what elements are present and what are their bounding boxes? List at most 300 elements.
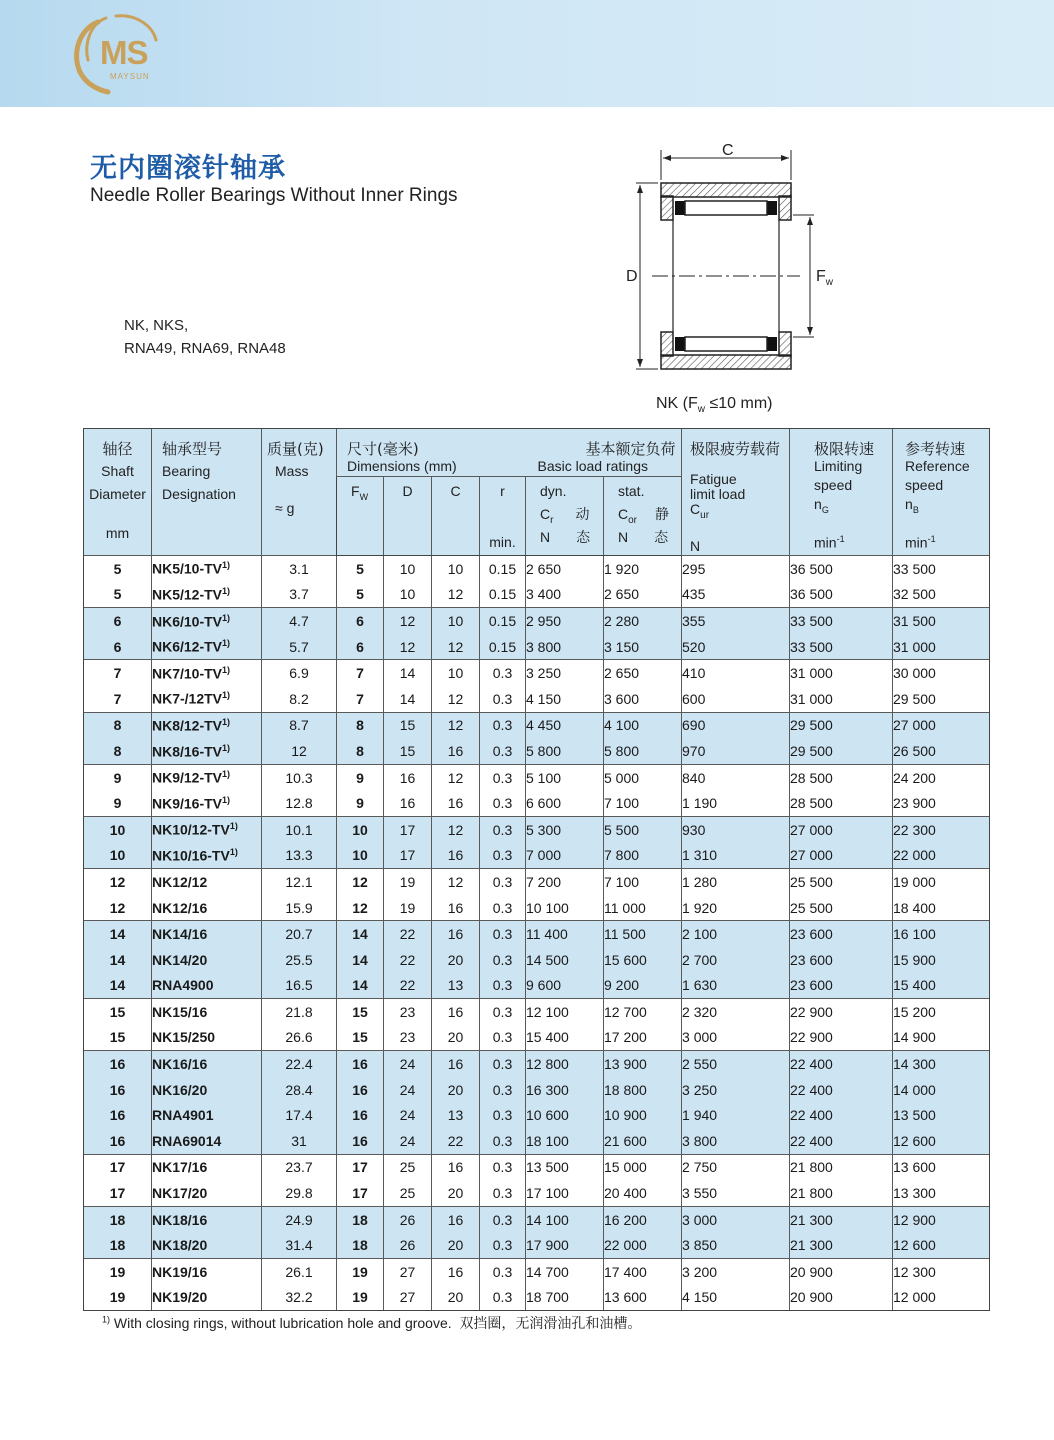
cell-dyn: 14 700 <box>526 1259 604 1285</box>
cell-reference-speed: 12 600 <box>893 1232 990 1258</box>
cell-fw: 16 <box>337 1102 384 1128</box>
header-mass: 质量(克) Mass ≈ g <box>262 429 337 556</box>
cell-mass: 6.9 <box>262 660 337 686</box>
cell-reference-speed: 22 300 <box>893 816 990 842</box>
cell-d: 10 <box>384 556 432 582</box>
cell-d: 14 <box>384 660 432 686</box>
footnote: $^{1)}$ With closing rings, without lubrication hole and groove. 双挡圈，无润滑油孔和油槽。 <box>102 1314 642 1332</box>
bearing-spec-table <box>83 428 990 1311</box>
table-row <box>84 790 990 816</box>
cell-d: 15 <box>384 738 432 764</box>
cell-c: 20 <box>432 1232 480 1258</box>
table-row <box>84 634 990 660</box>
cell-fatigue: 1 920 <box>682 895 790 921</box>
cell-reference-speed: 13 600 <box>893 1154 990 1180</box>
cell-reference-speed: 30 000 <box>893 660 990 686</box>
cell-d: 12 <box>384 634 432 660</box>
table-row <box>84 582 990 608</box>
cell-c: 12 <box>432 869 480 895</box>
cell-fw: 19 <box>337 1259 384 1285</box>
cell-r: 0.15 <box>480 556 526 582</box>
cell-fatigue: 2 750 <box>682 1154 790 1180</box>
cell-r: 0.3 <box>480 712 526 738</box>
cell-stat: 22 000 <box>604 1232 682 1258</box>
cell-c: 12 <box>432 712 480 738</box>
cell-fw: 9 <box>337 764 384 790</box>
cell-dyn: 15 400 <box>526 1025 604 1051</box>
cell-d: 24 <box>384 1051 432 1077</box>
cell-dyn: 2 950 <box>526 608 604 634</box>
diagram-caption: NK ($F_w \le 10$ mm) <box>656 395 773 416</box>
cell-mass: 12 <box>262 738 337 764</box>
cell-fw: 8 <box>337 712 384 738</box>
cell-r: 0.3 <box>480 947 526 973</box>
cell-fw: 10 <box>337 843 384 869</box>
cell-limiting-speed: 33 500 <box>790 634 893 660</box>
cell-stat: 7 100 <box>604 869 682 895</box>
cell-shaft: 10 <box>84 843 152 869</box>
cell-fatigue: 3 000 <box>682 1206 790 1232</box>
cell-c: 12 <box>432 686 480 712</box>
cell-designation: NK12/12 <box>152 869 262 895</box>
cell-dyn: 14 100 <box>526 1206 604 1232</box>
cell-shaft: 14 <box>84 947 152 973</box>
cell-stat: 7 100 <box>604 790 682 816</box>
cell-mass: 12.1 <box>262 869 337 895</box>
cell-shaft: 14 <box>84 973 152 999</box>
cell-reference-speed: 31 500 <box>893 608 990 634</box>
cell-fw: 17 <box>337 1154 384 1180</box>
cell-fw: 16 <box>337 1077 384 1103</box>
cell-designation: RNA69014 <box>152 1128 262 1154</box>
cell-r: 0.3 <box>480 660 526 686</box>
cell-mass: 20.7 <box>262 921 337 947</box>
cell-reference-speed: 16 100 <box>893 921 990 947</box>
cell-d: 19 <box>384 869 432 895</box>
cell-dyn: 4 450 <box>526 712 604 738</box>
cell-stat: 3 600 <box>604 686 682 712</box>
cell-reference-speed: 14 300 <box>893 1051 990 1077</box>
table-row <box>84 764 990 790</box>
cell-mass: 29.8 <box>262 1180 337 1206</box>
table-row <box>84 686 990 712</box>
table-row <box>84 921 990 947</box>
cell-limiting-speed: 21 800 <box>790 1154 893 1180</box>
header-fatigue: 极限疲劳载荷 Fatigue limit load $C_{ur}$ N <box>682 429 790 556</box>
cell-stat: 15 000 <box>604 1154 682 1180</box>
cell-dyn: 13 500 <box>526 1154 604 1180</box>
cell-reference-speed: 26 500 <box>893 738 990 764</box>
cell-limiting-speed: 27 000 <box>790 816 893 842</box>
cell-d: 22 <box>384 921 432 947</box>
cell-fw: 5 <box>337 582 384 608</box>
cell-r: 0.3 <box>480 738 526 764</box>
cell-designation: NK14/16 <box>152 921 262 947</box>
cell-d: 27 <box>384 1259 432 1285</box>
cell-fw: 14 <box>337 973 384 999</box>
cell-d: 16 <box>384 790 432 816</box>
cell-mass: 10.3 <box>262 764 337 790</box>
cell-limiting-speed: 27 000 <box>790 843 893 869</box>
cell-limiting-speed: 22 900 <box>790 1025 893 1051</box>
cell-d: 22 <box>384 947 432 973</box>
cell-stat: 3 150 <box>604 634 682 660</box>
series-line-2: RNA49, RNA69, RNA48 <box>124 340 286 357</box>
cell-dyn: 12 800 <box>526 1051 604 1077</box>
cell-limiting-speed: 23 600 <box>790 947 893 973</box>
cell-stat: 13 600 <box>604 1285 682 1311</box>
cell-c: 12 <box>432 764 480 790</box>
table-row <box>84 1154 990 1180</box>
cell-fw: 14 <box>337 947 384 973</box>
cell-designation: RNA4900 <box>152 973 262 999</box>
cell-designation: NK15/16 <box>152 999 262 1025</box>
cell-r: 0.3 <box>480 1025 526 1051</box>
cell-r: 0.3 <box>480 1259 526 1285</box>
cell-limiting-speed: 25 500 <box>790 895 893 921</box>
cell-mass: 16.5 <box>262 973 337 999</box>
cell-designation: NK17/16 <box>152 1154 262 1180</box>
cell-d: 24 <box>384 1128 432 1154</box>
table-row <box>84 973 990 999</box>
cell-fw: 10 <box>337 816 384 842</box>
cell-fatigue: 3 800 <box>682 1128 790 1154</box>
cell-stat: 18 800 <box>604 1077 682 1103</box>
cell-designation: NK9/16-TV$^{1)}$ <box>152 790 262 816</box>
cell-fatigue: 3 000 <box>682 1025 790 1051</box>
cell-limiting-speed: 28 500 <box>790 790 893 816</box>
cell-stat: 7 800 <box>604 843 682 869</box>
cell-reference-speed: 15 200 <box>893 999 990 1025</box>
cell-limiting-speed: 29 500 <box>790 712 893 738</box>
cell-dyn: 4 150 <box>526 686 604 712</box>
header-c: C <box>432 477 480 556</box>
cell-limiting-speed: 20 900 <box>790 1259 893 1285</box>
cell-c: 16 <box>432 1259 480 1285</box>
cell-designation: NK8/12-TV$^{1)}$ <box>152 712 262 738</box>
cell-designation: NK8/16-TV$^{1)}$ <box>152 738 262 764</box>
cell-d: 17 <box>384 843 432 869</box>
cell-mass: 15.9 <box>262 895 337 921</box>
cell-stat: 11 000 <box>604 895 682 921</box>
cell-reference-speed: 13 300 <box>893 1180 990 1206</box>
cell-fatigue: 410 <box>682 660 790 686</box>
cell-designation: NK6/12-TV$^{1)}$ <box>152 634 262 660</box>
cell-fw: 12 <box>337 895 384 921</box>
cell-reference-speed: 31 000 <box>893 634 990 660</box>
cell-fatigue: 435 <box>682 582 790 608</box>
cell-d: 10 <box>384 582 432 608</box>
cell-limiting-speed: 22 400 <box>790 1102 893 1128</box>
table-row <box>84 1051 990 1077</box>
cell-c: 10 <box>432 660 480 686</box>
cell-limiting-speed: 22 400 <box>790 1051 893 1077</box>
cell-shaft: 9 <box>84 764 152 790</box>
cell-reference-speed: 18 400 <box>893 895 990 921</box>
cell-c: 12 <box>432 634 480 660</box>
cell-limiting-speed: 33 500 <box>790 608 893 634</box>
cell-designation: NK10/12-TV$^{1)}$ <box>152 816 262 842</box>
logo-text: MS <box>100 34 148 71</box>
cell-d: 26 <box>384 1206 432 1232</box>
cell-shaft: 7 <box>84 660 152 686</box>
cell-mass: 5.7 <box>262 634 337 660</box>
cell-r: 0.3 <box>480 1051 526 1077</box>
cell-shaft: 9 <box>84 790 152 816</box>
cell-dyn: 7 000 <box>526 843 604 869</box>
cell-stat: 9 200 <box>604 973 682 999</box>
cell-r: 0.15 <box>480 582 526 608</box>
cell-reference-speed: 19 000 <box>893 869 990 895</box>
cell-c: 16 <box>432 1051 480 1077</box>
cell-r: 0.3 <box>480 1180 526 1206</box>
cell-dyn: 3 400 <box>526 582 604 608</box>
cell-designation: NK16/20 <box>152 1077 262 1103</box>
cell-limiting-speed: 28 500 <box>790 764 893 790</box>
cell-shaft: 16 <box>84 1077 152 1103</box>
cell-dyn: 3 800 <box>526 634 604 660</box>
cell-mass: 3.1 <box>262 556 337 582</box>
cell-shaft: 19 <box>84 1285 152 1311</box>
cell-fw: 12 <box>337 869 384 895</box>
table-row <box>84 1128 990 1154</box>
cell-r: 0.3 <box>480 895 526 921</box>
cell-r: 0.15 <box>480 634 526 660</box>
cell-fw: 7 <box>337 686 384 712</box>
cell-c: 20 <box>432 1285 480 1311</box>
table-row <box>84 1102 990 1128</box>
cell-d: 23 <box>384 1025 432 1051</box>
table-row <box>84 895 990 921</box>
cell-designation: NK10/16-TV$^{1)}$ <box>152 843 262 869</box>
cell-r: 0.3 <box>480 1232 526 1258</box>
cell-limiting-speed: 22 400 <box>790 1077 893 1103</box>
cell-c: 10 <box>432 608 480 634</box>
cell-c: 12 <box>432 816 480 842</box>
cell-mass: 3.7 <box>262 582 337 608</box>
cell-stat: 17 200 <box>604 1025 682 1051</box>
cell-mass: 4.7 <box>262 608 337 634</box>
cell-r: 0.3 <box>480 1077 526 1103</box>
cell-d: 16 <box>384 764 432 790</box>
table-row <box>84 999 990 1025</box>
cell-d: 26 <box>384 1232 432 1258</box>
cell-shaft: 6 <box>84 608 152 634</box>
cell-limiting-speed: 31 000 <box>790 686 893 712</box>
cell-fw: 18 <box>337 1206 384 1232</box>
cell-shaft: 16 <box>84 1102 152 1128</box>
cell-reference-speed: 12 300 <box>893 1259 990 1285</box>
dim-label-c: C <box>722 142 734 159</box>
table-row <box>84 738 990 764</box>
cell-dyn: 12 100 <box>526 999 604 1025</box>
cell-reference-speed: 27 000 <box>893 712 990 738</box>
cell-designation: NK18/20 <box>152 1232 262 1258</box>
cell-limiting-speed: 29 500 <box>790 738 893 764</box>
cell-stat: 1 920 <box>604 556 682 582</box>
cell-shaft: 12 <box>84 895 152 921</box>
cell-c: 12 <box>432 582 480 608</box>
cell-fw: 16 <box>337 1128 384 1154</box>
cell-fatigue: 2 700 <box>682 947 790 973</box>
cell-dyn: 18 100 <box>526 1128 604 1154</box>
cell-limiting-speed: 36 500 <box>790 582 893 608</box>
cell-dyn: 5 300 <box>526 816 604 842</box>
cell-c: 20 <box>432 947 480 973</box>
cell-dyn: 11 400 <box>526 921 604 947</box>
cell-mass: 21.8 <box>262 999 337 1025</box>
cell-d: 25 <box>384 1180 432 1206</box>
cell-stat: 4 100 <box>604 712 682 738</box>
cell-c: 13 <box>432 973 480 999</box>
cell-designation: NK18/16 <box>152 1206 262 1232</box>
header-limiting-speed: 极限转速 Limiting speed $n_G$ $\min^{-1}$ <box>790 429 893 556</box>
cell-shaft: 5 <box>84 556 152 582</box>
cell-dyn: 10 600 <box>526 1102 604 1128</box>
cell-c: 16 <box>432 999 480 1025</box>
cell-reference-speed: 14 900 <box>893 1025 990 1051</box>
cell-dyn: 18 700 <box>526 1285 604 1311</box>
cell-fatigue: 2 550 <box>682 1051 790 1077</box>
cell-d: 15 <box>384 712 432 738</box>
maysun-logo <box>68 10 168 100</box>
cell-designation: NK5/10-TV$^{1)}$ <box>152 556 262 582</box>
cell-fw: 6 <box>337 634 384 660</box>
table-row <box>84 1180 990 1206</box>
header-stat: stat. $C_{or}$ 静 N 态 <box>604 477 682 556</box>
cell-limiting-speed: 20 900 <box>790 1285 893 1311</box>
cell-fw: 14 <box>337 921 384 947</box>
cell-fw: 19 <box>337 1285 384 1311</box>
table-row <box>84 816 990 842</box>
cell-designation: NK9/12-TV$^{1)}$ <box>152 764 262 790</box>
cell-fatigue: 2 100 <box>682 921 790 947</box>
cell-mass: 23.7 <box>262 1154 337 1180</box>
spec-table-body <box>84 556 990 1311</box>
cell-r: 0.3 <box>480 921 526 947</box>
table-row <box>84 1259 990 1285</box>
cell-designation: NK19/16 <box>152 1259 262 1285</box>
cell-designation: RNA4901 <box>152 1102 262 1128</box>
cell-reference-speed: 32 500 <box>893 582 990 608</box>
cell-fatigue: 3 200 <box>682 1259 790 1285</box>
cell-fatigue: 2 320 <box>682 999 790 1025</box>
cell-c: 20 <box>432 1025 480 1051</box>
cell-reference-speed: 23 900 <box>893 790 990 816</box>
cell-dyn: 5 800 <box>526 738 604 764</box>
cell-mass: 26.6 <box>262 1025 337 1051</box>
cell-c: 16 <box>432 1154 480 1180</box>
table-row <box>84 556 990 582</box>
cell-fw: 17 <box>337 1180 384 1206</box>
cell-r: 0.3 <box>480 843 526 869</box>
cell-stat: 10 900 <box>604 1102 682 1128</box>
cell-c: 16 <box>432 1206 480 1232</box>
cell-r: 0.3 <box>480 973 526 999</box>
cell-c: 16 <box>432 921 480 947</box>
cell-c: 16 <box>432 738 480 764</box>
cell-designation: NK19/20 <box>152 1285 262 1311</box>
cell-stat: 2 280 <box>604 608 682 634</box>
cell-fatigue: 3 850 <box>682 1232 790 1258</box>
cell-stat: 20 400 <box>604 1180 682 1206</box>
page-title-cn: 无内圈滚针轴承 <box>90 153 286 184</box>
cell-d: 24 <box>384 1077 432 1103</box>
table-row <box>84 1206 990 1232</box>
cell-mass: 22.4 <box>262 1051 337 1077</box>
cell-fw: 6 <box>337 608 384 634</box>
cell-fatigue: 520 <box>682 634 790 660</box>
cell-r: 0.3 <box>480 1128 526 1154</box>
cell-mass: 13.3 <box>262 843 337 869</box>
logo-subtext: MAYSUN <box>110 72 150 81</box>
cell-limiting-speed: 21 300 <box>790 1206 893 1232</box>
cell-limiting-speed: 23 600 <box>790 973 893 999</box>
cell-c: 10 <box>432 556 480 582</box>
cell-c: 16 <box>432 790 480 816</box>
table-row <box>84 1025 990 1051</box>
table-row <box>84 712 990 738</box>
header-d: D <box>384 477 432 556</box>
cell-c: 20 <box>432 1180 480 1206</box>
cell-fatigue: 1 630 <box>682 973 790 999</box>
header-dimensions: 尺寸(毫米) Dimensions (mm) <box>337 429 526 477</box>
cell-c: 22 <box>432 1128 480 1154</box>
cell-reference-speed: 12 600 <box>893 1128 990 1154</box>
cell-r: 0.15 <box>480 608 526 634</box>
cell-fatigue: 970 <box>682 738 790 764</box>
cell-fatigue: 3 250 <box>682 1077 790 1103</box>
cell-fw: 18 <box>337 1232 384 1258</box>
cell-designation: NK15/250 <box>152 1025 262 1051</box>
header-fw: $F_W$ <box>337 477 384 556</box>
cell-stat: 11 500 <box>604 921 682 947</box>
cell-fatigue: 840 <box>682 764 790 790</box>
cell-stat: 17 400 <box>604 1259 682 1285</box>
cell-c: 16 <box>432 895 480 921</box>
cell-dyn: 10 100 <box>526 895 604 921</box>
cell-limiting-speed: 31 000 <box>790 660 893 686</box>
cell-d: 24 <box>384 1102 432 1128</box>
cell-designation: NK14/20 <box>152 947 262 973</box>
cell-c: 20 <box>432 1077 480 1103</box>
header-r: r min. <box>480 477 526 556</box>
cell-d: 25 <box>384 1154 432 1180</box>
header-dyn: dyn. $C_r$ 动 N 态 <box>526 477 604 556</box>
cell-mass: 25.5 <box>262 947 337 973</box>
cell-r: 0.3 <box>480 869 526 895</box>
cell-reference-speed: 15 400 <box>893 973 990 999</box>
cell-mass: 10.1 <box>262 816 337 842</box>
page-title-en: Needle Roller Bearings Without Inner Rings <box>90 185 458 206</box>
cell-reference-speed: 12 000 <box>893 1285 990 1311</box>
cell-reference-speed: 12 900 <box>893 1206 990 1232</box>
table-row <box>84 1285 990 1311</box>
table-row <box>84 1077 990 1103</box>
cell-r: 0.3 <box>480 1154 526 1180</box>
dim-label-fw: $F_w$ <box>816 268 834 288</box>
cell-stat: 5 500 <box>604 816 682 842</box>
table-row <box>84 608 990 634</box>
table-row <box>84 1232 990 1258</box>
bearing-cross-section-diagram <box>600 130 860 390</box>
cell-shaft: 18 <box>84 1206 152 1232</box>
cell-dyn: 17 100 <box>526 1180 604 1206</box>
cell-shaft: 16 <box>84 1128 152 1154</box>
cell-limiting-speed: 22 900 <box>790 999 893 1025</box>
cell-shaft: 15 <box>84 999 152 1025</box>
cell-stat: 21 600 <box>604 1128 682 1154</box>
